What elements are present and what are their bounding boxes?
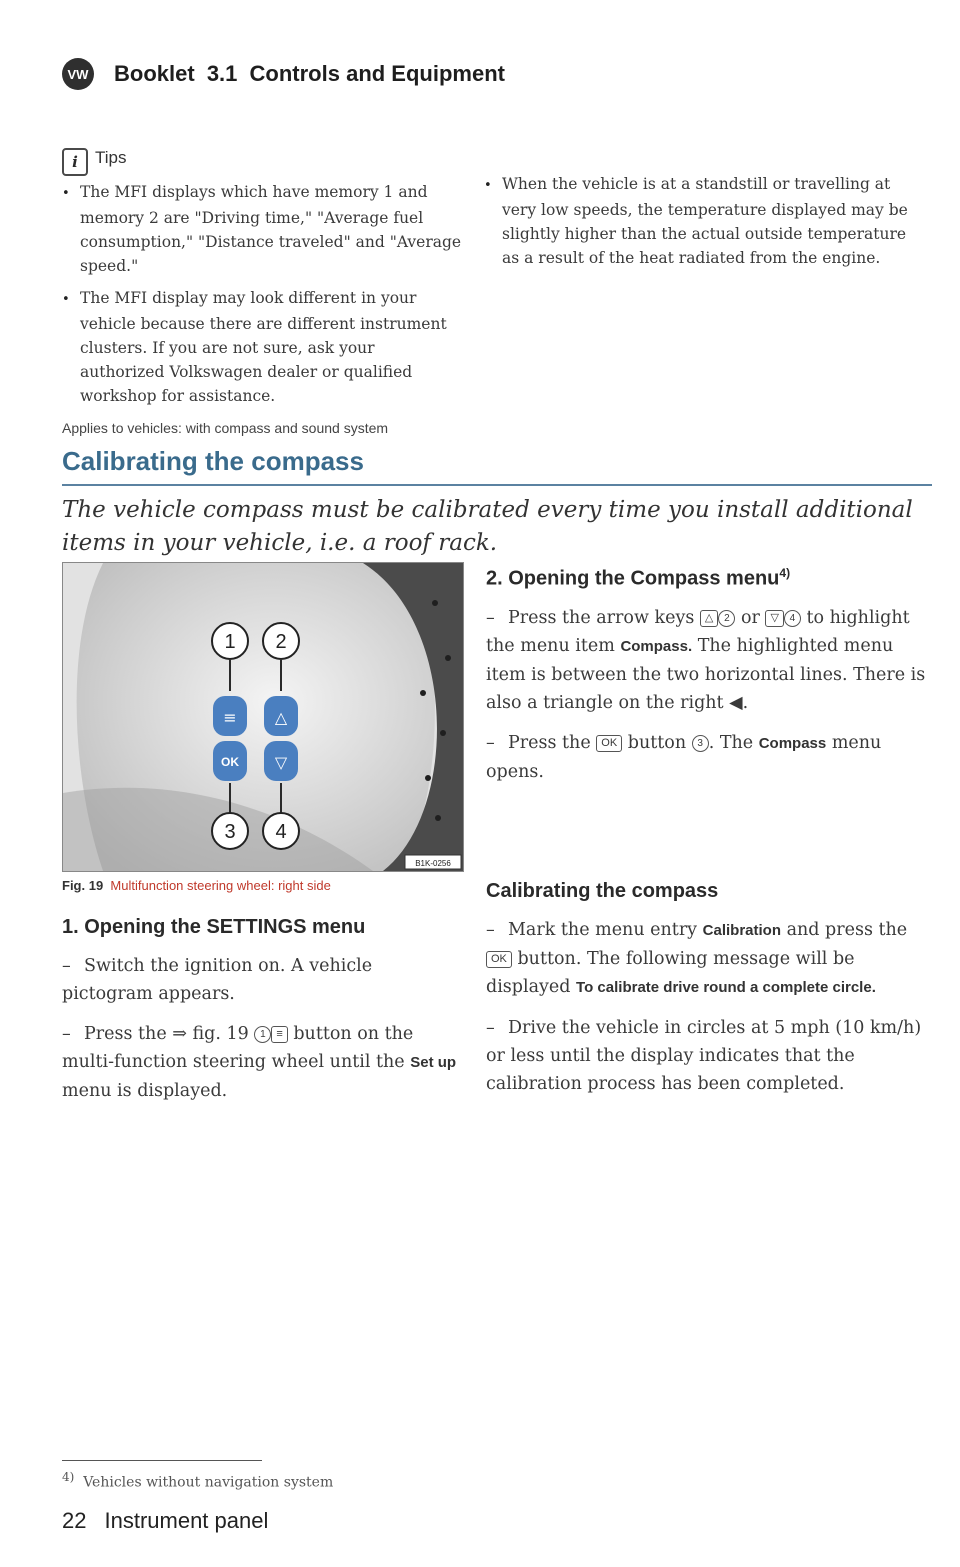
menu-button	[213, 696, 247, 736]
footnote-divider	[62, 1460, 262, 1461]
up-arrow-button	[264, 696, 298, 736]
header-booklet: Booklet	[114, 61, 195, 86]
step1-text-2c: menu is displayed.	[62, 1081, 228, 1101]
ok-button	[213, 741, 247, 781]
step2-text-2d: menu opens.	[486, 733, 882, 782]
page-header	[62, 56, 511, 92]
step2-title	[486, 566, 790, 591]
step3-body	[486, 916, 926, 1110]
info-icon: i	[62, 148, 88, 176]
step2-text-2c: . The	[708, 733, 754, 753]
figure-steering-wheel	[62, 562, 464, 872]
step1-title: 1. Opening the SETTINGS menu	[62, 916, 366, 938]
page-footer	[62, 1508, 268, 1534]
set-up-ui-label: Set up	[410, 1054, 457, 1071]
step3-item-1: – Mark the menu entry Calibration and press the OK button. The following message will be displayed To calibrate drive round a complete circle.	[486, 920, 908, 997]
page-number: 22	[62, 1508, 87, 1533]
steering-wheel-illustration	[63, 563, 463, 871]
compass-menu-ui-label: Compass	[758, 735, 827, 752]
svg-text:2: 2	[275, 631, 287, 653]
svg-text:≡: ≡	[223, 708, 237, 727]
section-divider	[62, 484, 932, 486]
step2-item-2: – Press the OK button 3 . The Compass menu opens.	[486, 733, 882, 782]
step2-text-1b: to highlight the menu item	[486, 608, 910, 656]
step2-body	[486, 604, 926, 798]
callout-4	[263, 813, 299, 849]
callout-2-icon: 2	[718, 610, 735, 627]
step2-text-2a: Press the	[508, 733, 591, 753]
fig-ref-link[interactable]: fig. 19	[192, 1024, 249, 1044]
callout-1	[212, 623, 248, 659]
step1-item-1: – Switch the ignition on. A vehicle pictogram appears.	[62, 956, 373, 1004]
step3-text-1c: button. The following message will be displayed	[486, 949, 855, 997]
step1-text-2a: Press the	[84, 1024, 167, 1044]
step2-title-text: 2. Opening the Compass menu	[486, 567, 780, 590]
section-title: Calibrating the compass	[62, 446, 364, 476]
section-intro: The vehicle compass must be calibrated every time you install additional items in your vehicle, i.e. a roof rack.	[62, 497, 913, 556]
callout-3	[212, 813, 248, 849]
ok-key-icon-2: OK	[486, 951, 512, 968]
step3-text-1a: Mark the menu entry	[508, 920, 698, 940]
step3-item-2: – Drive the vehicle in circles at 5 mph (10 km/h) or less until the display indicates that the calibration process has been completed.	[486, 1018, 922, 1094]
tips-list-left	[62, 180, 462, 416]
footnote-marker: 4)	[62, 1470, 75, 1484]
figure-caption-text: Multifunction steering wheel: right side	[110, 878, 331, 893]
callout-2	[263, 623, 299, 659]
svg-text:3: 3	[224, 821, 236, 843]
ok-key-icon: OK	[596, 735, 622, 752]
down-arrow-button	[264, 741, 298, 781]
calibrate-message-ui-label: To calibrate drive round a complete circle.	[576, 979, 876, 996]
step1-text-2b: button on the multi-function steering wheel until the	[62, 1024, 414, 1072]
callout-1-icon: 1	[254, 1026, 271, 1043]
step2-text-1c: The highlighted menu item is between the two horizontal lines. There is also a triangle on the right	[486, 636, 926, 713]
step1-text-1: Switch the ignition on. A vehicle pictogram appears.	[62, 956, 373, 1004]
svg-text:1: 1	[224, 631, 236, 653]
header-booklet-number: 3.1	[206, 61, 238, 86]
svg-text:▽: ▽	[274, 753, 288, 772]
step1-item-2: – Press the ⇒ fig. 19 1 ≡ button on the multi-function steering wheel until the Set up menu is displayed.	[62, 1024, 457, 1101]
calibration-ui-label: Calibration	[702, 922, 781, 939]
figure-code: B1K-0256	[415, 859, 451, 868]
figure-caption	[62, 878, 331, 893]
svg-text:OK: OK	[221, 755, 239, 769]
tips-label: Tips	[95, 148, 127, 167]
vw-logo: VW	[62, 58, 94, 90]
callout-3-icon: 3	[692, 735, 709, 752]
figure-caption-number: Fig. 19	[62, 878, 104, 893]
step3-text-1b: and press the	[786, 920, 908, 940]
tip-bullet-1: • The MFI displays which have memory 1 and memory 2 are "Driving time," "Average fuel consumption," "Distance traveled" and "Average speed."	[62, 180, 462, 278]
footnote-text: Vehicles without navigation system	[83, 1474, 334, 1491]
header-section: Controls and Equipment	[249, 61, 505, 86]
tip-bullet-3: • When the vehicle is at a standstill or travelling at very low speeds, the temperature displayed may be slightly higher than the actual outside temperature as a result of the heat radiated from the engine.	[484, 172, 924, 270]
step2-or: or	[740, 608, 760, 628]
page-section: Instrument panel	[104, 1508, 269, 1533]
tips-list-right	[484, 172, 924, 278]
step2-item-1: – Press the arrow keys △ 2 or ▽ 4 to highlight the menu item Compass. The highlighted menu item is between the two horizontal lines. There is also a triangle on the right ◀.	[486, 608, 926, 713]
footnote-ref: 4)	[779, 566, 791, 580]
compass-ui-label: Compass.	[620, 638, 693, 655]
step2-text-2b: button	[627, 733, 687, 753]
svg-text:4: 4	[275, 821, 287, 843]
callout-4-icon: 4	[784, 610, 801, 627]
applies-note: Applies to vehicles: with compass and sound system	[62, 420, 389, 436]
step1-body	[62, 952, 462, 1117]
triangle-left-icon: ◀	[729, 693, 743, 713]
up-key-icon: △	[700, 610, 718, 627]
footnote	[62, 1470, 333, 1491]
down-key-icon: ▽	[765, 610, 783, 627]
tip-bullet-2: • The MFI display may look different in your vehicle because there are different instrument clusters. If you are not sure, ask your authorized Volkswagen dealer or qualified workshop for assistance.	[62, 286, 462, 408]
menu-key-icon: ≡	[271, 1026, 287, 1043]
step3-title: Calibrating the compass	[486, 880, 719, 902]
svg-text:△: △	[274, 708, 288, 727]
header-title	[114, 61, 511, 87]
step2-text-1a: Press the arrow keys	[508, 608, 695, 628]
step3-text-2: Drive the vehicle in circles at 5 mph (10 km/h) or less until the display indicates that the calibration process has been completed.	[486, 1018, 922, 1094]
